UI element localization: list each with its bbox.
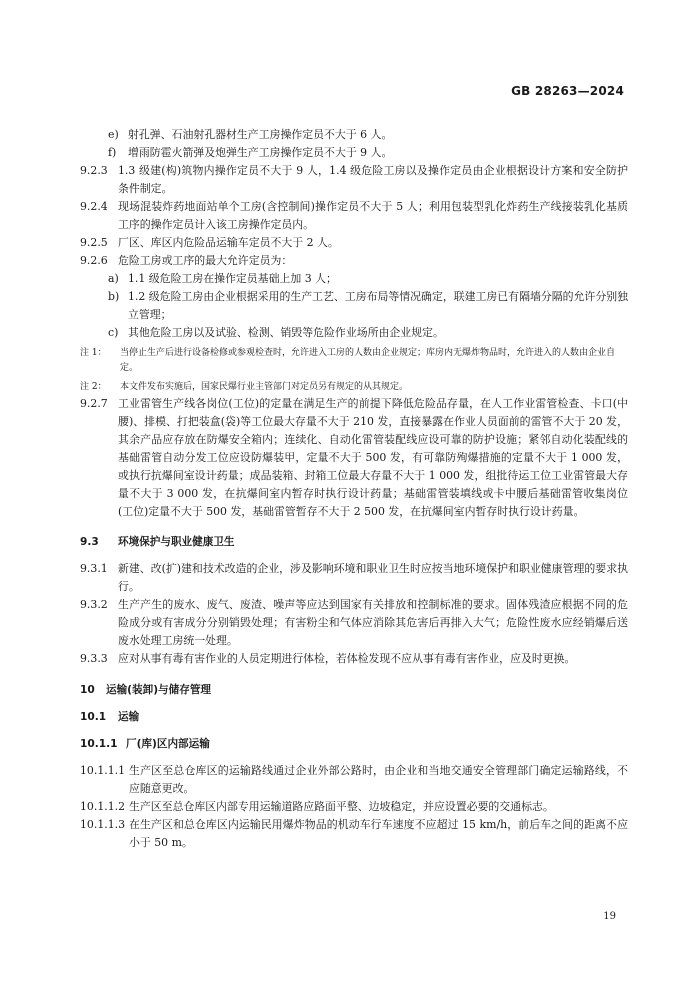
clause-9-2-5: [80, 234, 628, 252]
heading-number: 10: [80, 684, 95, 696]
list-text: 增雨防雹火箭弹及炮弹生产工房操作定员不大于 9 人。: [128, 146, 393, 159]
clause-9-3-1: [80, 560, 628, 596]
clause-9-2-6: [80, 252, 628, 270]
clause-number: 10.1.1.2: [80, 800, 126, 813]
standard-number: GB 28263—2024: [511, 84, 624, 98]
list-marker: a): [108, 272, 119, 285]
list-item-a: [80, 270, 628, 288]
clause-number: 9.3.1: [80, 562, 108, 575]
clause-number: 10.1.1.1: [80, 764, 126, 777]
heading-number: 9.3: [80, 536, 99, 548]
clause-number: 9.3.3: [80, 652, 108, 665]
note-text: 当停止生产后进行设备检修或参观检查时，允许进入工房的人数由企业规定；库房内无爆炸物品时，允许进入的人数由企业自定。: [120, 348, 616, 373]
page-number: 19: [603, 911, 616, 922]
document-body: [80, 126, 628, 852]
list-text: 其他危险工房以及试验、检测、销毁等危险作业场所由企业规定。: [128, 326, 444, 339]
section-heading-9-3: [80, 533, 628, 551]
chapter-heading-10: [80, 681, 628, 699]
clause-text: 现场混装炸药地面站单个工房(含控制间)操作定员不大于 5 人；利用包装型乳化炸药生产线接装乳化基质工序的操作定员计入该工房操作定员内。: [118, 200, 628, 231]
heading-number: 10.1.1: [80, 738, 118, 750]
clause-text: 在生产区和总仓库区内运输民用爆炸物品的机动车行车速度不应超过 15 km/h，前后车之间的距离不应小于 50 m。: [129, 818, 628, 849]
list-text: 射孔弹、石油射孔器材生产工房操作定员不大于 6 人。: [128, 128, 393, 141]
clause-9-3-3: [80, 650, 628, 668]
clause-number: 9.2.7: [80, 397, 108, 410]
clause-10-1-1-1: [80, 762, 628, 798]
clause-text: 新建、改(扩)建和技术改造的企业，涉及影响环境和职业卫生时应按当地环境保护和职业健康管理的要求执行。: [118, 562, 628, 593]
heading-text: 运输: [118, 711, 140, 723]
heading-number: 10.1: [80, 711, 107, 723]
note-marker: 注 1：: [80, 348, 107, 358]
section-heading-10-1-1: [80, 735, 628, 753]
clause-number: 9.2.6: [80, 254, 108, 267]
clause-9-2-7: [80, 395, 628, 521]
list-item-f: [80, 144, 628, 162]
clause-text: 生产产生的废水、废气、废渣、噪声等应达到国家有关排放和控制标准的要求。固体残渣应根据不同的危险成分或有害成分分别销毁处理；有害粉尘和气体应消除其危害后再排入大气；危险性废水应经销爆后送废水处理工房统一处理。: [118, 598, 628, 647]
list-marker: c): [108, 326, 119, 339]
clause-number: 9.3.2: [80, 598, 108, 611]
heading-text: 运输(装卸)与储存管理: [106, 684, 212, 696]
clause-9-3-2: [80, 596, 628, 650]
clause-10-1-1-2: [80, 798, 628, 816]
list-item-e: [80, 126, 628, 144]
clause-text: 厂区、库区内危险品运输车定员不大于 2 人。: [118, 236, 339, 249]
clause-text: 生产区至总仓库区内部专用运输道路应路面平整、边坡稳定，并应设置必要的交通标志。: [129, 800, 554, 813]
list-item-b: [80, 288, 628, 324]
clause-9-2-4: [80, 198, 628, 234]
clause-number: 10.1.1.3: [80, 818, 126, 831]
note-marker: 注 2：: [80, 382, 107, 392]
clause-text: 1.3 级建(构)筑物内操作定员不大于 9 人，1.4 级危险工房以及操作定员由企业根据设计方案和安全防护条件制定。: [118, 164, 628, 195]
note-2: [80, 380, 628, 395]
heading-text: 厂(库)区内部运输: [126, 738, 210, 750]
heading-text: 环境保护与职业健康卫生: [118, 536, 235, 548]
clause-text: 工业雷管生产线各岗位(工位)的定量在满足生产的前提下降低危险品存量，在人工作业雷管检查、卡口(中腰)、排模、打把装盒(袋)等工位最大存量不大于 210 发，直接暴露在作业人员面前的雷管不大于 20 发，其余产品应存放在防爆安全箱内；连续化、自动化雷管装配线应设可靠的防护设施；紧邻自动化装配线的基础雷管自动分发工位应设防爆装甲，定量不大于 500 发，有可靠防殉爆措施的定量不大于 1 000 发，或执行抗爆间室设计药量；成品装箱、封箱工位最大存量不大于 1 000 发，组批待运工位工业雷管最大存量不大于 3 000 发，在抗爆间室内暂存时执行设计药量；基础雷管装填线或卡中腰后基础雷管收集岗位(工位)定量不大于 500 发，基础雷管暂存不大于 2 500 发，在抗爆间室内暂存时执行设计药量。: [118, 397, 628, 518]
section-heading-10-1: [80, 708, 628, 726]
clause-text: 危险工房或工序的最大允许定员为：: [118, 254, 293, 267]
list-text: 1.2 级危险工房由企业根据采用的生产工艺、工房布局等情况确定，联建工房已有隔墙分隔的允许分别独立管理；: [128, 290, 628, 321]
clause-text: 生产区至总仓库区的运输路线通过企业外部公路时，由企业和当地交通安全管理部门确定运输路线，不应随意更改。: [129, 764, 628, 795]
list-marker: e): [108, 128, 119, 141]
clause-number: 9.2.5: [80, 236, 108, 249]
clause-text: 应对从事有毒有害作业的人员定期进行体检，若体检发现不应从事有毒有害作业，应及时更换。: [118, 652, 576, 665]
clause-10-1-1-3: [80, 816, 628, 852]
list-item-c: [80, 324, 628, 342]
note-1: [80, 346, 628, 376]
list-text: 1.1 级危险工房在操作定员基础上加 3 人；: [128, 272, 337, 285]
list-marker: b): [108, 290, 120, 303]
list-marker: f): [108, 146, 117, 159]
clause-number: 9.2.3: [80, 164, 108, 177]
clause-number: 9.2.4: [80, 200, 108, 213]
clause-9-2-3: [80, 162, 628, 198]
note-text: 本文件发布实施后，国家民爆行业主管部门对定员另有规定的从其规定。: [120, 382, 409, 392]
